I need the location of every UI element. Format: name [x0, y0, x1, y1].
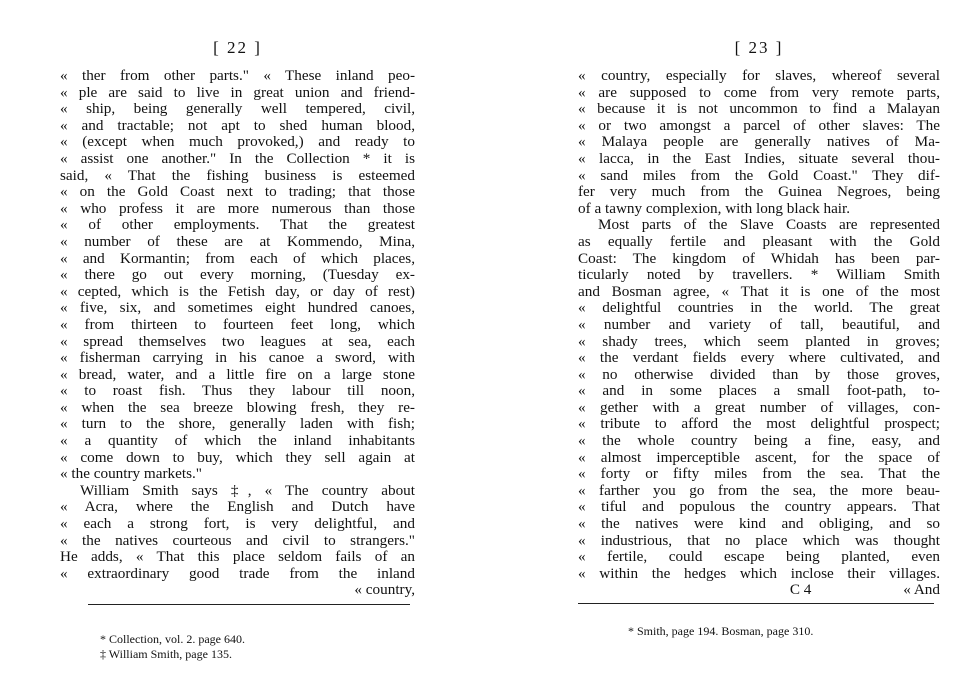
text-line: « Acra, where the English and Dutch have [60, 499, 415, 516]
text-line: « Malaya people are generally natives of Ma- [578, 134, 940, 151]
signature-line [578, 582, 940, 599]
text-line: « on the Gold Coast next to trading; that those [60, 184, 415, 201]
text-line: « turn to the shore, generally laden with fish; [60, 416, 415, 433]
text-line: « the natives courteous and civil to strangers." [60, 532, 415, 549]
text-line: « ther from other parts." « These inland peo- [60, 68, 415, 84]
footnotes [628, 624, 813, 639]
text-line: « number and variety of tall, beautiful, and [578, 316, 940, 333]
text-line: « the natives were kind and obliging, and so [578, 516, 940, 533]
text-line: « each a strong fort, is very delightful, and [60, 516, 415, 533]
text-line: « the verdant fields every where cultivated, and [578, 350, 940, 367]
text-line: « tribute to afford the most delightful prospect; [578, 416, 940, 433]
text-line: « and Kormantin; from each of which places, [60, 250, 415, 267]
footnote: * Collection, vol. 2. page 640. [100, 632, 245, 646]
spacer [578, 582, 698, 599]
footnote-rule [88, 604, 410, 605]
text-line: Coast: The kingdom of Whidah has been par- [578, 250, 940, 267]
text-line: « or two amongst a parcel of other slaves: The [578, 117, 940, 134]
text-line: said, « That the fishing business is esteemed [60, 167, 415, 184]
text-line: « forty or fifty miles from the sea. That the [578, 466, 940, 483]
text-line: « a quantity of which the inland inhabitants [60, 433, 415, 450]
text-line: « ple are said to live in great union and friend- [60, 84, 415, 101]
text-line: « extraordinary good trade from the inland [60, 565, 415, 582]
text-line: « bread, water, and a little fire on a large stone [60, 366, 415, 383]
page-number: [ 23 ] [734, 38, 784, 57]
signature-mark: C 4 [789, 581, 812, 599]
text-line: « come down to buy, which they sell again at [60, 449, 415, 466]
text-line: « from thirteen to fourteen feet long, which [60, 316, 415, 333]
text-line: « tiful and populous the country appears. That [578, 499, 940, 516]
text-line: « number of these are at Kommendo, Mina, [60, 233, 415, 250]
text-line: « ship, being generally well tempered, civil, [60, 101, 415, 118]
text-line: of a tawny complexion, with long black hair. [578, 200, 851, 217]
text-line: « delightful countries in the world. The great [578, 300, 940, 317]
text-line: William Smith says ‡, « The country about [80, 482, 415, 499]
text-line: « the country markets." [60, 466, 203, 483]
footnote: ‡ William Smith, page 135. [100, 647, 232, 661]
text-line: « fertile, could escape being planted, even [578, 549, 940, 566]
text-line: « gether with a great number of villages, con- [578, 399, 940, 416]
body-text [60, 68, 415, 599]
text-line: « of other employments. That the greatest [60, 217, 415, 234]
text-line: « fisherman carrying in his canoe a sword, with [60, 350, 415, 367]
footnote-rule [578, 603, 934, 604]
body-text [578, 68, 940, 599]
text-line: He adds, « That this place seldom fails of an [60, 549, 415, 566]
catchword: « And [903, 581, 940, 599]
text-line: « country, especially for slaves, whereof several [578, 68, 940, 84]
catchword: « country, [354, 582, 415, 599]
text-line: « five, six, and sometimes eight hundred canoes, [60, 300, 415, 317]
text-line: « and in some places a small foot-path, to- [578, 383, 940, 400]
footnote: * Smith, page 194. Bosman, page 310. [628, 624, 814, 638]
text-line: as equally fertile and pleasant with the Gold [578, 233, 940, 250]
text-line: « and tractable; not apt to shed human blood, [60, 117, 415, 134]
text-line: « no otherwise divided than by those groves, [578, 366, 940, 383]
text-line: fer very much from the Guinea Negroes, being [578, 184, 940, 201]
text-line: « there go out every morning, (Tuesday ex- [60, 267, 415, 284]
footnotes [100, 632, 245, 662]
text-line: « when the sea breeze blowing fresh, they re- [60, 399, 415, 416]
text-line: Most parts of the Slave Coasts are represented [598, 217, 940, 234]
text-line: « the whole country being a fine, easy, and [578, 433, 940, 450]
text-line: « because it is not uncommon to find a Malayan [578, 101, 940, 118]
text-line: « sand miles from the Gold Coast." They dif- [578, 167, 940, 184]
text-line: « to roast fish. Thus they labour till noon, [60, 383, 415, 400]
text-line: « almost imperceptible ascent, for the space of [578, 449, 940, 466]
text-line: « industrious, that no place which was thought [578, 532, 940, 549]
text-line: « assist one another." In the Collection * it is [60, 150, 415, 167]
text-line: « (except when much provoked,) and ready to [60, 134, 415, 151]
text-line: « lacca, in the East Indies, situate several thou- [578, 150, 940, 167]
text-line: « are supposed to come from very remote parts, [578, 84, 940, 101]
text-line: « within the hedges which inclose their villages. [578, 565, 940, 582]
page-number: [ 22 ] [213, 38, 262, 57]
text-line: « who profess it are more numerous than those [60, 200, 415, 217]
text-line: « cepted, which is the Fetish day, or day of rest) [60, 283, 415, 300]
text-line: ticularly noted by travellers. * William Smith [578, 267, 940, 284]
text-line: « farther you go from the sea, the more beau- [578, 482, 940, 499]
text-line: « shady trees, which seem planted in groves; [578, 333, 940, 350]
text-line: and Bosman agree, « That it is one of the most [578, 283, 940, 300]
text-line: « spread themselves two leagues at sea, each [60, 333, 415, 350]
